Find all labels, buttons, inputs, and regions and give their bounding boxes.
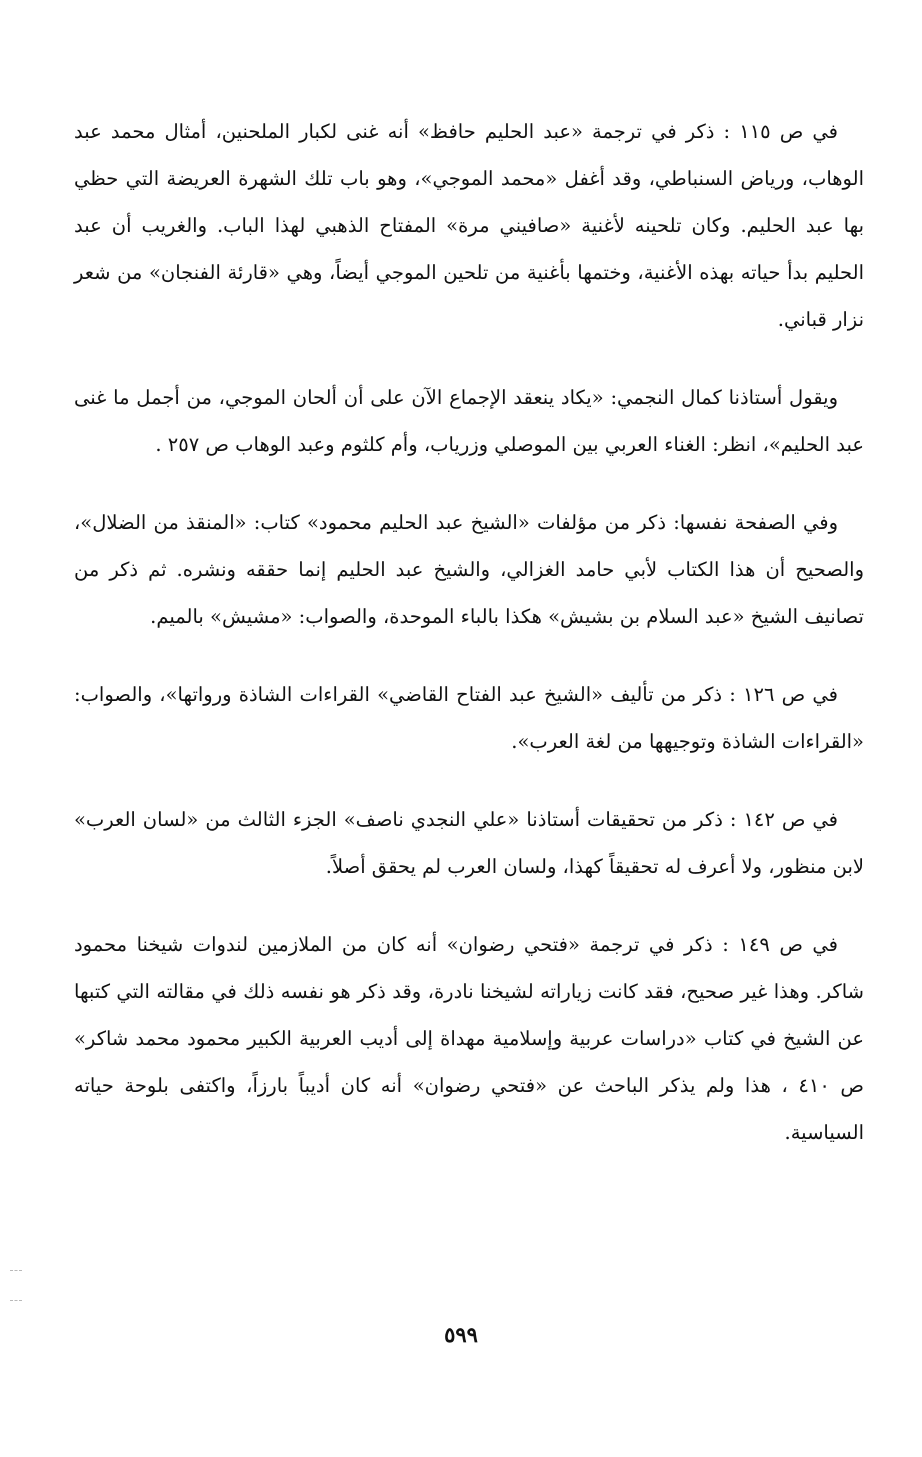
body-text <box>74 108 864 1187</box>
paragraph-p126-abdelfattah-qadi: في ص ١٢٦ : ذكر من تأليف «الشيخ عبد الفتاح القاضي» القراءات الشاذة ورواتها»، والصواب: «القراءات الشاذة وتوجيهها من لغة العرب». <box>74 683 864 753</box>
paragraph-p115-abdelhalim-hafez: في ص ١١٥ : ذكر في ترجمة «عبد الحليم حافظ» أنه غنى لكبار الملحنين، أمثال محمد عبد الوهاب، ورياض السنباطي، وقد أغفل «محمد الموجي»، وهو باب تلك الشهرة العريضة التي حظي بها عبد الحليم. وكان تلحينه لأغنية «صافيني مرة» المفتاح الذهبي لهذا الباب. والغريب أن عبد الحليم بدأ حياته بهذه الأغنية، وختمها بأغنية من تلحين الموجي أيضاً، وهي «قارئة الفنجان» من شعر نزار قباني. <box>74 120 864 331</box>
paragraph-sheikh-abdelhalim-mahmoud: وفي الصفحة نفسها: ذكر من مؤلفات «الشيخ عبد الحليم محمود» كتاب: «المنقذ من الضلال»، والصحيح أن هذا الكتاب لأبي حامد الغزالي، والشيخ عبد الحليم إنما حققه ونشره. ثم ذكر من تصانيف الشيخ «عبد السلام بن بشيش» هكذا بالباء الموحدة، والصواب: «مشيش» بالميم. <box>74 511 864 628</box>
paragraph-p142-ali-nagdi-nasef: في ص ١٤٢ : ذكر من تحقيقات أستاذنا «علي النجدي ناصف» الجزء الثالث من «لسان العرب» لابن منظور، ولا أعرف له تحقيقاً كهذا، ولسان العرب لم يحقق أصلاً. <box>74 808 864 878</box>
paragraph-p149-fathi-radwan: في ص ١٤٩ : ذكر في ترجمة «فتحي رضوان» أنه كان من الملازمين لندوات شيخنا محمود شاكر. وهذا غير صحيح، فقد كانت زياراته لشيخنا نادرة، وقد ذكر هو نفسه ذلك في مقالته التي كتبها عن الشيخ في كتاب «دراسات عربية وإسلامية مهداة إلى أديب العربية الكبير محمود محمد شاكر» ص ٤١٠ ، هذا ولم يذكر الباحث عن «فتحي رضوان» أنه كان أديباً بارزاً، واكتفى بلوحة حياته السياسية. <box>74 933 864 1144</box>
scan-edge-mark <box>10 1270 22 1271</box>
page-number: ٥٩٩ <box>444 1322 478 1347</box>
paragraph-kamal-el-nagmi-quote: ويقول أستاذنا كمال النجمي: «يكاد ينعقد الإجماع الآن على أن ألحان الموجي، من أجمل ما غنى عبد الحليم»، انظر: الغناء العربي بين الموصلي وزرياب، وأم كلثوم وعبد الوهاب ص ٢٥٧ . <box>74 386 864 456</box>
scan-edge-mark <box>10 1300 22 1301</box>
